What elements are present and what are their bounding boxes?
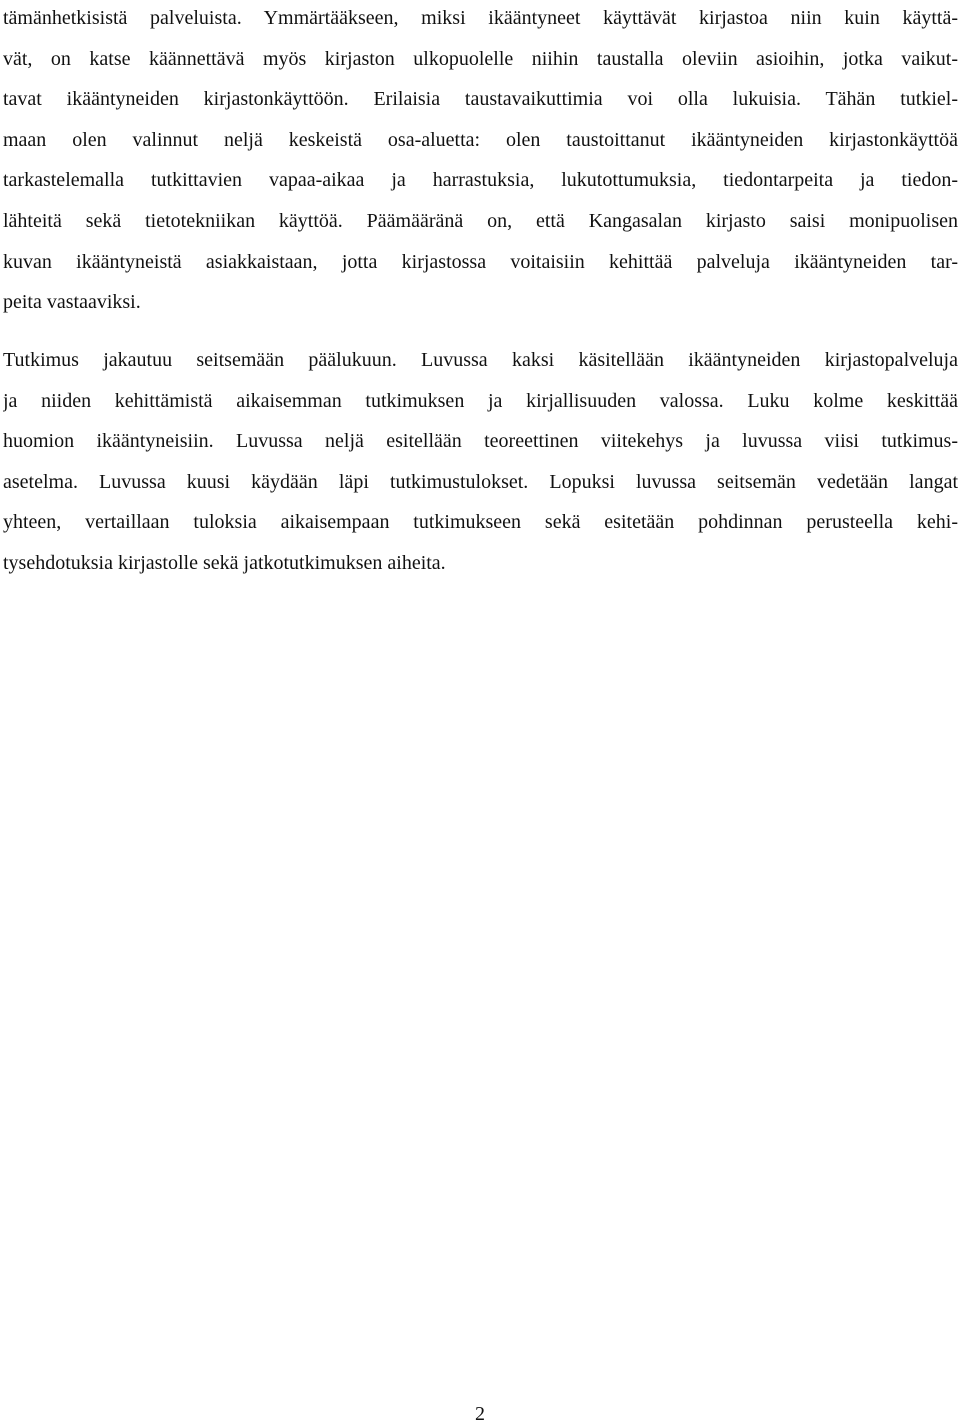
text-line: maan olen valinnut neljä keskeistä osa-aluetta: olen taustoittanut ikääntyneiden kirjastonkäyttöä bbox=[3, 128, 958, 151]
text-line: tysehdotuksia kirjastolle sekä jatkotutkimuksen aiheita. bbox=[3, 551, 446, 574]
paragraph-background bbox=[3, 0, 958, 323]
text-line: Tutkimus jakautuu seitsemään päälukuun. Luvussa kaksi käsitellään ikääntyneiden kirjastopalveluja bbox=[3, 349, 958, 371]
text-line: asetelma. Luvussa kuusi käydään läpi tutkimustulokset. Lopuksi luvussa seitsemän vedetään langat bbox=[3, 470, 958, 493]
text-line: ja niiden kehittämistä aikaisemman tutkimuksen ja kirjallisuuden valossa. Luku kolme keskittää bbox=[3, 389, 958, 412]
text-line: vät, on katse käännettävä myös kirjaston ulkopuolelle niihin taustalla oleviin asioihin, jotka vaikut- bbox=[3, 47, 958, 70]
page-number: 2 bbox=[475, 1403, 485, 1425]
text-line: tämänhetkisistä palveluista. Ymmärtääkseen, miksi ikääntyneet käyttävät kirjastoa niin kuin käyttä- bbox=[3, 7, 958, 29]
paragraph-structure bbox=[3, 340, 958, 584]
text-line: lähteitä sekä tietotekniikan käyttöä. Päämääränä on, että Kangasalan kirjasto saisi monipuolisen bbox=[3, 209, 958, 232]
text-line: peita vastaaviksi. bbox=[3, 291, 141, 314]
text-line: tarkastelemalla tutkittavien vapaa-aikaa ja harrastuksia, lukutottumuksia, tiedontarpeita ja tiedon- bbox=[3, 169, 958, 192]
text-line: kuvan ikääntyneistä asiakkaistaan, jotta kirjastossa voitaisiin kehittää palveluja ikääntyneiden tar- bbox=[3, 250, 958, 273]
text-line: yhteen, vertaillaan tuloksia aikaisempaan tutkimukseen sekä esitetään pohdinnan perusteella kehi- bbox=[3, 511, 958, 534]
text-line: tavat ikääntyneiden kirjastonkäyttöön. Erilaisia taustavaikuttimia voi olla lukuisia. Tähän tutkiel- bbox=[3, 88, 958, 111]
text-line: huomion ikääntyneisiin. Luvussa neljä esitellään teoreettinen viitekehys ja luvussa viisi tutkimus- bbox=[3, 430, 958, 453]
